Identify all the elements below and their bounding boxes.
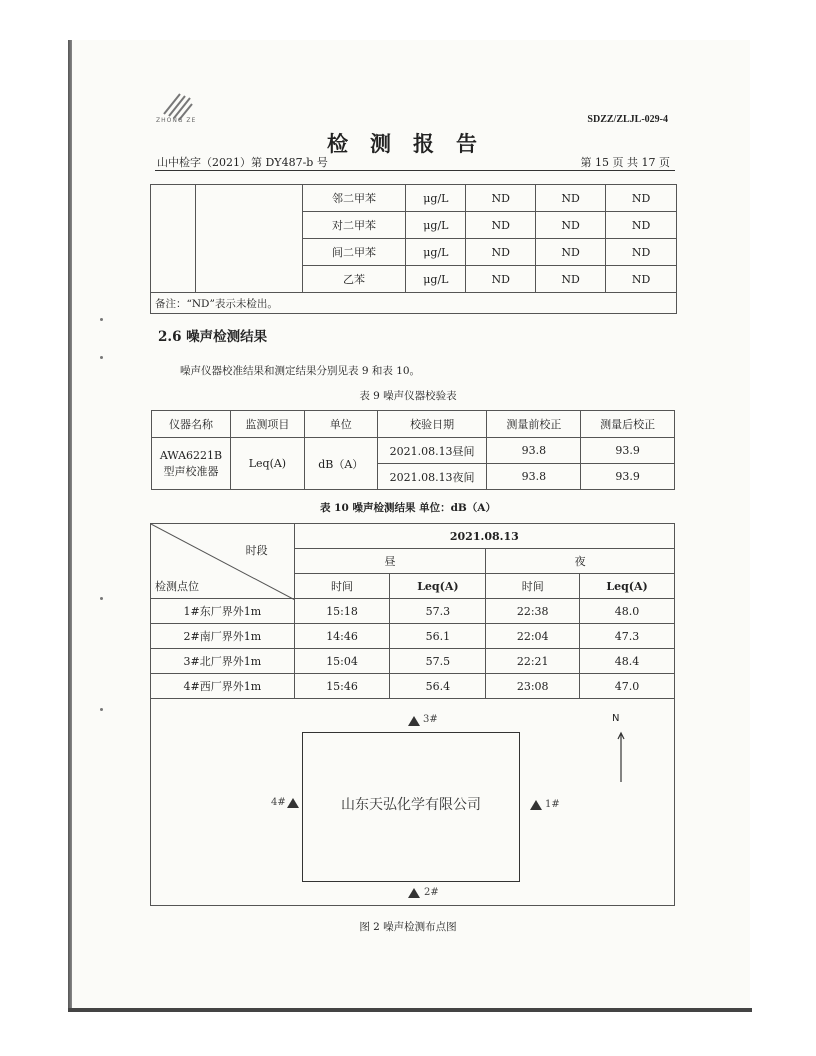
table-header-row — [151, 524, 675, 549]
date-cell: 2021.08.13夜间 — [377, 464, 487, 490]
table-row — [151, 599, 675, 624]
point-label-4: 4# — [271, 797, 286, 808]
header-cell: 测量后校正 — [581, 411, 675, 438]
header-cell: 时间 — [294, 574, 390, 599]
value-cell: 15:46 — [294, 674, 390, 699]
value-cell: 22:04 — [486, 624, 580, 649]
scan-speck — [100, 318, 103, 321]
value-cell: 15:18 — [294, 599, 390, 624]
point-cell: 4#西厂界外1m — [151, 674, 295, 699]
unit-cell: μg/L — [406, 212, 466, 239]
figure-caption: 图 2 噪声检测布点图 — [359, 921, 457, 933]
value-cell: 56.4 — [390, 674, 486, 699]
point-cell: 2#南厂界外1m — [151, 624, 295, 649]
point-label-1: 1# — [545, 799, 560, 810]
item-cell: 间二甲苯 — [302, 239, 406, 266]
day-header: 昼 — [294, 549, 486, 574]
header-cell: 测量前校正 — [487, 411, 581, 438]
date-cell: 2021.08.13昼间 — [377, 438, 487, 464]
triangle-marker-icon — [408, 888, 420, 898]
table-row — [152, 438, 675, 464]
table-header-row — [152, 411, 675, 438]
header-cell: 时间 — [486, 574, 580, 599]
table-row — [151, 293, 677, 314]
header-cell: Leq(A) — [580, 574, 675, 599]
section-paragraph: 噪声仪器校准结果和测定结果分别见表 9 和表 10。 — [180, 365, 421, 377]
value-cell: 22:21 — [486, 649, 580, 674]
item-cell: Leq(A) — [230, 438, 304, 490]
value-cell: 93.8 — [487, 464, 581, 490]
value-cell: ND — [606, 239, 677, 266]
instrument-cell: AWA6221B型声校准器 — [152, 438, 231, 490]
value-cell: ND — [606, 266, 677, 293]
point-cell: 1#东厂界外1m — [151, 599, 295, 624]
header-cell: 监测项目 — [230, 411, 304, 438]
scan-speck — [100, 597, 103, 600]
triangle-marker-icon — [287, 798, 299, 808]
value-cell: 57.5 — [390, 649, 486, 674]
page-title: 检测报告 — [327, 131, 499, 156]
table-cell-empty — [151, 185, 196, 293]
value-cell: 57.3 — [390, 599, 486, 624]
unit-cell: μg/L — [406, 266, 466, 293]
value-cell: ND — [536, 212, 606, 239]
value-cell: 56.1 — [390, 624, 486, 649]
value-cell: 22:38 — [486, 599, 580, 624]
table-row — [151, 674, 675, 699]
value-cell: 23:08 — [486, 674, 580, 699]
scan-speck — [100, 708, 103, 711]
logo-text: ZHONG ZE — [156, 117, 197, 124]
scan-bottom-edge — [68, 1008, 752, 1012]
north-arrow-icon — [617, 730, 625, 784]
table-note: 备注：“ND”表示未检出。 — [151, 293, 677, 314]
point-label-2: 2# — [424, 887, 439, 898]
triangle-marker-icon — [408, 716, 420, 726]
value-cell: 47.3 — [580, 624, 675, 649]
page-info: 第 15 页 共 17 页 — [580, 156, 670, 169]
value-cell: 48.4 — [580, 649, 675, 674]
item-cell: 对二甲苯 — [302, 212, 406, 239]
triangle-marker-icon — [530, 800, 542, 810]
table-row — [151, 624, 675, 649]
report-number: 山中检字（2021）第 DY487-b 号 — [157, 156, 328, 169]
value-cell: ND — [606, 185, 677, 212]
instrument-calibration-table — [151, 410, 675, 490]
item-cell: 乙苯 — [302, 266, 406, 293]
scan-speck — [100, 356, 103, 359]
value-cell: 93.9 — [581, 438, 675, 464]
value-cell: ND — [536, 185, 606, 212]
north-label: N — [612, 713, 620, 724]
value-cell: ND — [536, 266, 606, 293]
unit-cell: dB（A） — [304, 438, 377, 490]
table10-caption: 表 10 噪声检测结果 单位：dB（A） — [320, 502, 496, 514]
night-header: 夜 — [486, 549, 675, 574]
corner-label-period: 时段 — [245, 544, 268, 557]
header-cell: 单位 — [304, 411, 377, 438]
document-code: SDZZ/ZLJL-029-4 — [587, 114, 668, 125]
table9-caption: 表 9 噪声仪器校验表 — [359, 390, 457, 402]
value-cell: ND — [536, 239, 606, 266]
value-cell: 15:04 — [294, 649, 390, 674]
value-cell: 47.0 — [580, 674, 675, 699]
noise-results-table — [150, 523, 675, 699]
header-divider — [155, 170, 675, 171]
item-cell: 邻二甲苯 — [302, 185, 406, 212]
unit-cell: μg/L — [406, 185, 466, 212]
unit-cell: μg/L — [406, 239, 466, 266]
value-cell: ND — [466, 239, 536, 266]
value-cell: 93.9 — [581, 464, 675, 490]
point-cell: 3#北厂界外1m — [151, 649, 295, 674]
corner-label-point: 检测点位 — [155, 580, 199, 593]
header-cell: 校验日期 — [377, 411, 487, 438]
value-cell: ND — [466, 266, 536, 293]
value-cell: ND — [606, 212, 677, 239]
value-cell: ND — [466, 212, 536, 239]
value-cell: 14:46 — [294, 624, 390, 649]
voc-results-table — [150, 184, 677, 314]
value-cell: 93.8 — [487, 438, 581, 464]
corner-header-cell — [151, 524, 295, 599]
header-cell: 仪器名称 — [152, 411, 231, 438]
date-header: 2021.08.13 — [294, 524, 674, 549]
table-cell-empty — [195, 185, 302, 293]
point-label-3: 3# — [423, 714, 438, 725]
value-cell: ND — [466, 185, 536, 212]
value-cell: 48.0 — [580, 599, 675, 624]
table-row — [151, 649, 675, 674]
section-heading: 2.6 噪声检测结果 — [158, 329, 268, 345]
table-row — [151, 185, 677, 212]
header-cell: Leq(A) — [390, 574, 486, 599]
factory-name: 山东天弘化学有限公司 — [341, 797, 481, 813]
